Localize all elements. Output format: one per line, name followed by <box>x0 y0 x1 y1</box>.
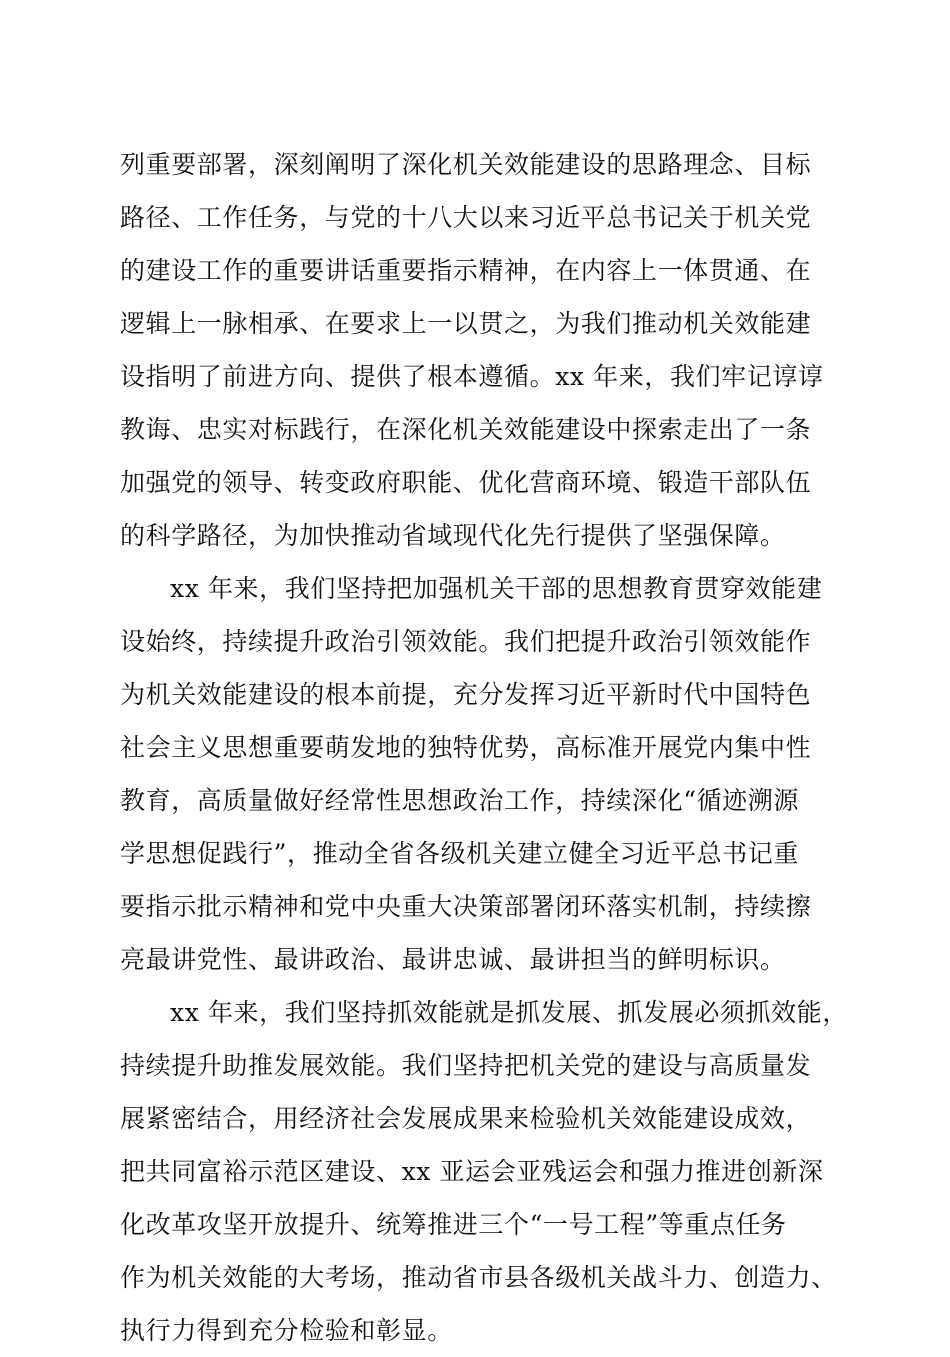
text-line: 设指明了前进方向、提供了根本遵循。xx 年来，我们牢记谆谆 <box>120 362 824 391</box>
text-line: 作为机关效能的大考场，推动省市县各级机关战斗力、创造力、 <box>120 1263 837 1292</box>
text-line: 学思想促践行”，推动全省各级机关建立健全习近平总书记重 <box>120 839 799 868</box>
text-line: 教育，高质量做好经常性思想政治工作，持续深化“循迹溯源 <box>120 786 799 815</box>
text-line: 路径、工作任务，与党的十八大以来习近平总书记关于机关党 <box>120 203 812 232</box>
paragraph-3 <box>120 986 848 1357</box>
text-line: 教诲、忠实对标践行，在深化机关效能建设中探索走出了一条 <box>120 415 812 444</box>
paragraph-2 <box>120 562 832 986</box>
text-line: 把共同富裕示范区建设、xx 亚运会亚残运会和强力推进创新深 <box>120 1157 824 1186</box>
text-line: 执行力得到充分检验和彰显。 <box>120 1316 453 1345</box>
text-line: xx 年来，我们坚持把加强机关干部的思想教育贯穿效能建 <box>170 574 823 603</box>
text-line: 化改革攻坚开放提升、统筹推进三个“一号工程”等重点任务 <box>120 1210 787 1239</box>
text-line: 为机关效能建设的根本前提，充分发挥习近平新时代中国特色 <box>120 680 812 709</box>
document-body <box>120 138 848 1357</box>
text-line: 的建设工作的重要讲话重要指示精神，在内容上一体贯通、在 <box>120 256 812 285</box>
text-line: xx 年来，我们坚持抓效能就是抓发展、抓发展必须抓效能， <box>170 998 848 1027</box>
text-line: 列重要部署，深刻阐明了深化机关效能建设的思路理念、目标 <box>120 150 812 179</box>
text-line: 社会主义思想重要萌发地的独特优势，高标准开展党内集中性 <box>120 733 812 762</box>
paragraph-1 <box>120 138 832 562</box>
text-line: 持续提升助推发展效能。我们坚持把机关党的建设与高质量发 <box>120 1051 812 1080</box>
text-line: 加强党的领导、转变政府职能、优化营商环境、锻造干部队伍 <box>120 468 812 497</box>
text-line: 的科学路径，为加快推动省域现代化先行提供了坚强保障。 <box>120 521 786 550</box>
text-line: 要指示批示精神和党中央重大决策部署闭环落实机制，持续擦 <box>120 892 812 921</box>
text-line: 亮最讲党性、最讲政治、最讲忠诚、最讲担当的鲜明标识。 <box>120 945 786 974</box>
text-line: 逻辑上一脉相承、在要求上一以贯之，为我们推动机关效能建 <box>120 309 812 338</box>
text-line: 设始终，持续提升政治引领效能。我们把提升政治引领效能作 <box>120 627 812 656</box>
text-line: 展紧密结合，用经济社会发展成果来检验机关效能建设成效， <box>120 1104 812 1133</box>
